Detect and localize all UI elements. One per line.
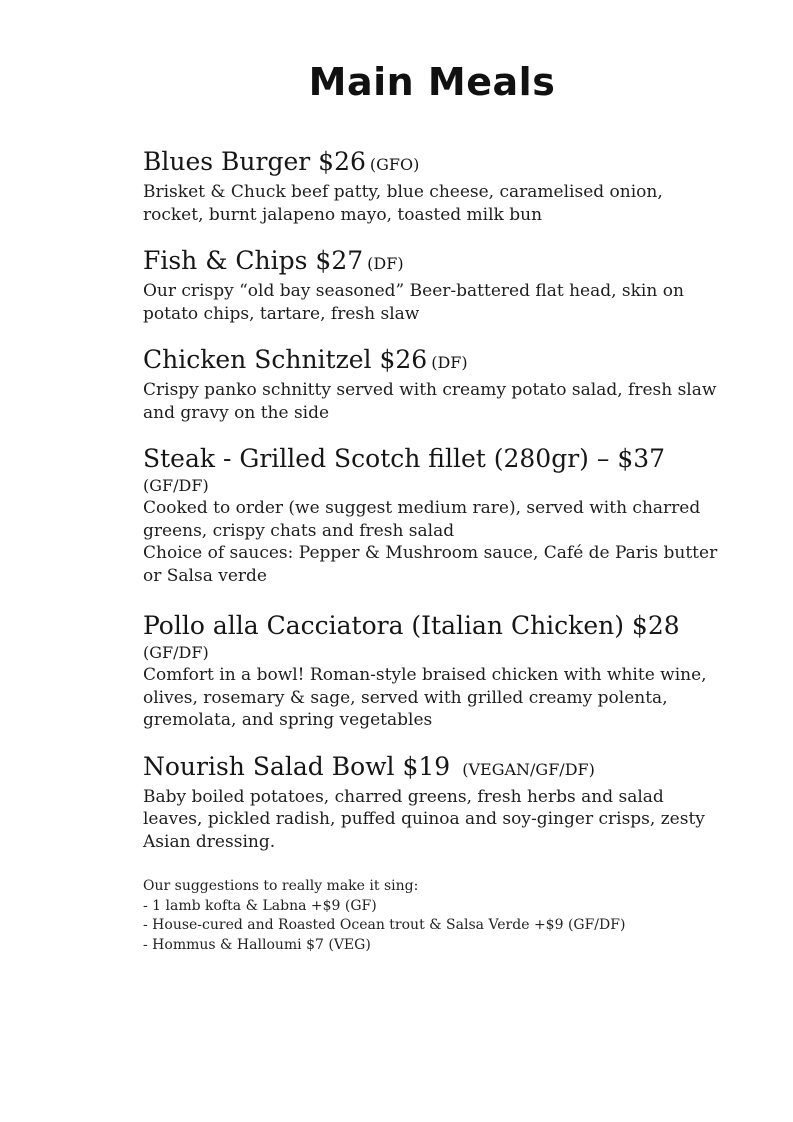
description-line: Our crispy “old bay seasoned” Beer-battered flat head, skin on: [143, 281, 684, 301]
menu-item-description: [143, 280, 743, 325]
menu-item-name-price: Chicken Schnitzel $26: [143, 345, 428, 374]
dietary-tag: (DF): [367, 254, 404, 273]
description-line: Baby boiled potatoes, charred greens, fresh herbs and salad: [143, 786, 664, 807]
description-line: or Salsa verde: [143, 565, 267, 586]
menu-item-name-price: Blues Burger $26: [143, 147, 366, 176]
menu-content: [143, 145, 743, 955]
menu-item-description: [143, 664, 743, 732]
description-line: rocket, burnt jalapeno mayo, toasted milk bun: [143, 204, 543, 225]
suggestions-heading: Our suggestions to really make it sing:: [143, 878, 419, 894]
dietary-tag: (DF): [431, 353, 468, 372]
description-line: Choice of sauces: Pepper & Mushroom sauce, Café de Paris butter: [143, 543, 718, 563]
menu-item-heading: [143, 343, 743, 379]
menu-item-heading: [143, 750, 743, 786]
description-line: Brisket & Chuck beef patty, blue cheese, caramelised onion,: [143, 182, 663, 202]
menu-item-description: [143, 786, 743, 854]
menu-item-nourish-salad-bowl: [143, 750, 743, 854]
menu-item-heading: [143, 244, 743, 280]
menu-item-name-price: Steak - Grilled Scotch fillet (280gr) – $37: [143, 444, 666, 473]
description-line: Crispy panko schnitty served with creamy potato salad, fresh slaw: [143, 380, 717, 400]
description-line: Asian dressing.: [143, 831, 276, 852]
menu-item-heading: [143, 442, 743, 475]
menu-item-name-price: Pollo alla Cacciatora (Italian Chicken) $28: [143, 611, 680, 640]
menu-item-name-price: Nourish Salad Bowl $19: [143, 751, 451, 781]
menu-item-chicken-schnitzel: [143, 343, 743, 424]
description-line: greens, crispy chats and fresh salad: [143, 520, 455, 541]
menu-item-fish-and-chips: [143, 244, 743, 325]
suggestion-line: - House-cured and Roasted Ocean trout & Salsa Verde +$9 (GF/DF): [143, 917, 626, 933]
menu-item-heading: [143, 609, 743, 642]
description-line: gremolata, and spring vegetables: [143, 710, 433, 730]
menu-item-heading: [143, 145, 743, 181]
suggestion-line: - Hommus & Halloumi $7 (VEG): [143, 936, 371, 953]
dietary-tag: (GF/DF): [143, 476, 209, 495]
dietary-tag: (VEGAN/GF/DF): [462, 759, 595, 779]
suggestions-block: [143, 877, 743, 955]
suggestion-line: - 1 lamb kofta & Labna +$9 (GF): [143, 897, 377, 914]
description-line: and gravy on the side: [143, 402, 330, 423]
dietary-tag: (GFO): [369, 155, 420, 174]
menu-item-pollo-alla-cacciatora: [143, 609, 743, 732]
description-line: Comfort in a bowl! Roman-style braised chicken with white wine,: [143, 665, 707, 685]
menu-item-description: [143, 379, 743, 424]
description-line: Cooked to order (we suggest medium rare), served with charred: [143, 498, 701, 518]
menu-item-name-price: Fish & Chips $27: [143, 246, 364, 275]
menu-item-description: [143, 497, 743, 587]
menu-item-steak: [143, 442, 743, 587]
description-line: olives, rosemary & sage, served with grilled creamy polenta,: [143, 687, 668, 708]
description-line: leaves, pickled radish, puffed quinoa and soy-ginger crisps, zesty: [143, 809, 705, 829]
menu-item-description: [143, 181, 743, 226]
page-title: Main Meals: [308, 60, 556, 104]
menu-item-blues-burger: [143, 145, 743, 226]
dietary-tag: (GF/DF): [143, 643, 209, 662]
description-line: potato chips, tartare, fresh slaw: [143, 303, 420, 324]
